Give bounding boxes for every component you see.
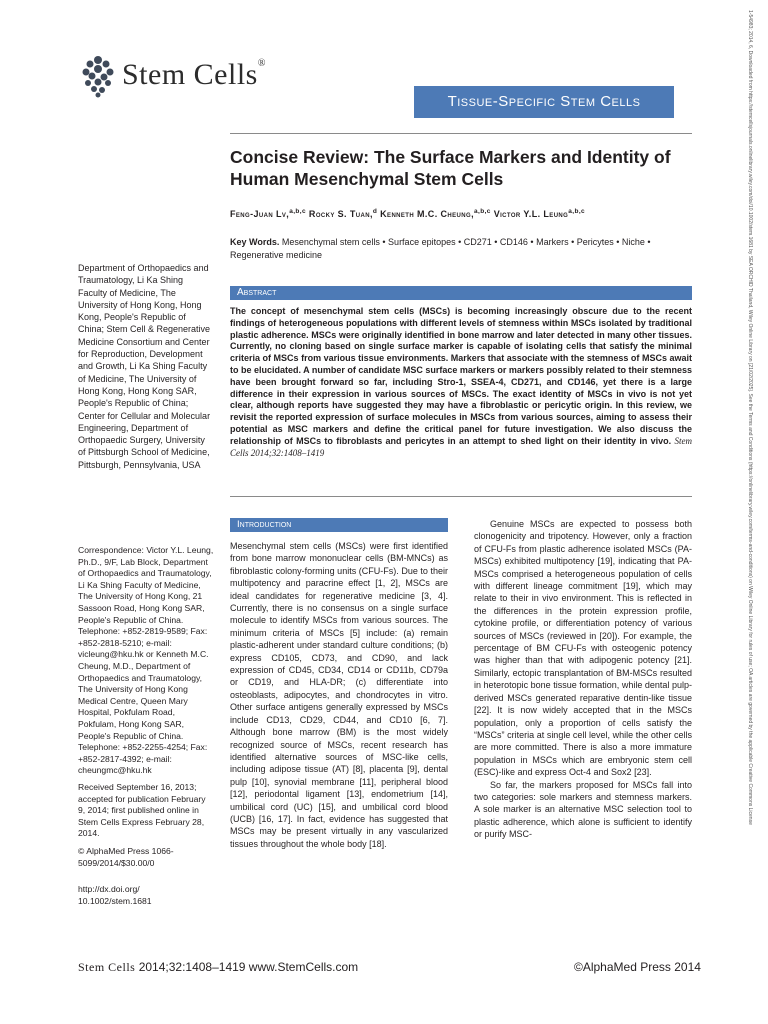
title-divider — [230, 133, 692, 134]
footer-citation-text: 2014;32:1408–1419 www.StemCells.com — [138, 960, 359, 974]
abstract-body — [230, 306, 692, 459]
abstract-citation: Stem Cells 2014;32:1408–1419 — [230, 435, 692, 458]
introduction-heading: Introduction — [230, 518, 448, 532]
journal-logo — [78, 52, 288, 100]
article-title: Concise Review: The Surface Markers and Identity of Human Mesenchymal Stem Cells — [230, 147, 671, 189]
author-affiliation: a,b,c — [473, 208, 491, 215]
author-name: Kenneth M.C. Cheung, — [380, 209, 474, 219]
download-notice-text: 1-54983; 2014, 6, Downloaded from https://stemcellsjournals.onlinelibrary.wiley.com/doi/10.1002/stem.1681 by SEA ORCHID Thailand, Wiley Online Library on [21/02/2025]. See the Terms and Conditions (https://onlinelibrary.wiley.com/terms-and-conditions) on Wiley Online Library for rules of use; OA articles are governed by the applicable Creative Commons License — [747, 10, 753, 825]
keywords-text: Mesenchymal stem cells • Surface epitopes • CD271 • CD146 • Markers • Pericytes • Niche • Regenerative medicine — [230, 237, 651, 260]
body-column-right — [474, 518, 692, 841]
author-name: Rocky S. Tuan, — [308, 209, 373, 219]
paragraph: So far, the markers proposed for MSCs fall into two categories: sole markers and stemness markers. A sole marker is an alternative MSC selection tool to plastic adherence, which alone is sufficient to identify or purify MSC- — [474, 779, 692, 840]
author-affiliation: a,b,c — [568, 208, 586, 215]
author-name: Feng-Juan Lv, — [230, 209, 290, 219]
abstract-text: The concept of mesenchymal stem cells (MSCs) is becoming increasingly obscure due to the recent findings of heterogeneous populations with different levels of stemness within MSCs isolated by traditional plastic adherence. MSCs were originally identified in bone marrow and later detected in many other tissues. Currently, no cloning based on single surface marker is capable of isolating cells that satisfy the minimal criteria of MSCs from various tissue environments. Markers that associate with the stemness of MSCs await to be elucidated. A number of candidate MSC surface markers or markers possibly related to their stemness have been brought forward so far, including Stro-1, SSEA-4, CD271, and CD146, yet there is a large difference in their expression in various sources of MSCs. The exact identity of MSCs in vivo is not yet clear, although reports have suggested they may have a fibroblastic or pericytic origin. In this review, we revisit the reported expression of surface molecules in MSCs from various sources, aiming to assess their potential as MSC markers and define the critical panel for future investigation. We also discuss the relationship of MSCs to fibroblasts and pericytes in an attempt to shed light on their identity in vivo. — [230, 306, 692, 446]
author-affiliation: a,b,c — [289, 208, 307, 215]
abstract-divider — [230, 496, 692, 497]
copyright-notice: © AlphaMed Press 1066-5099/2014/$30.00/0 — [78, 846, 174, 868]
correspondence: Correspondence: Victor Y.L. Leung, Ph.D., 9/F, Lab Block, Department of Orthopaedics and Traumatology, Li Ka Shing Faculty of Medicine, The University of Hong Kong, 21 Sassoon Road, Hong Kong SAR, People's Republic of China. Telephone: +852-2819-9589; Fax: +852-2818-5210; e-mail: vicleung@hku.hk or Kenneth M.C. Cheung, M.D., Department of Orthopaedics and Traumatology, The University of Hong Kong Medical Centre, Queen Mary Hospital, Pokfulam Road, Pokfulam, Hong Kong SAR, People's Republic of China. Telephone: +852-2255-4254; Fax: +852-2817-4392; e-mail: cheungmc@hku.hk — [78, 545, 214, 776]
author-name: Victor Y.L. Leung — [493, 209, 569, 219]
keywords-label: Key Words. — [230, 237, 280, 247]
download-notice-strip — [742, 10, 754, 1010]
footer-journal-name: Stem Cells — [78, 960, 136, 974]
body-column-left — [230, 540, 448, 850]
paragraph: Mesenchymal stem cells (MSCs) were first identified from bone marrow mononuclear cells (BM-MNCs) as fibroblastic colony-forming units (CFU-Fs). Due to their multipotency and paracrine effect [1, 2], MSCs are ideal candidates for regenerative medicine [3, 4]. Currently, there is no consensus on a single surface molecule to identify MSCs from various sources. The minimum criteria of MSCs [5] include: (a) remain plastic-adherent under standard culture conditions; (b) express CD105, CD73, and CD90, and lack expression of CD45, CD34, CD14 or CD11b, CD79a or CD19, and HLA-DR; (c) differentiate into osteoblasts, adipocytes, and chondrocytes in vitro. Other surface antigens generally expressed by MSCs include CD13, CD29, CD44, and CD10 [6, 7]. Although bone marrow (BM) is the most widely recognized source of MSCs, recent research has identified alternative sources of MSC-like cells, including adipose tissue (AT) [8], placenta [9], dental pulp [10], synovial membrane [11], peripheral blood [12], periodontal ligament [13], endometrium [14], umbilical cord (UC) [15], and umbilical cord blood (UCB) [16, 17]. In fact, evidence has suggested that MSCs may be present virtually in any vascularized tissues throughout the whole body [18]. — [230, 541, 448, 849]
footer-publisher: ©AlphaMed Press 2014 — [574, 960, 701, 974]
author-list — [230, 206, 700, 220]
section-banner: Tissue-Specific Stem Cells — [414, 86, 674, 118]
abstract-heading: Abstract — [230, 286, 692, 300]
stem-cells-logo-icon — [78, 52, 118, 98]
doi-link[interactable]: http://dx.doi.org/ 10.1002/stem.1681 — [78, 884, 152, 906]
logo-wordmark: Stem Cells® — [122, 58, 266, 91]
received-dates: Received September 16, 2013; accepted for publication February 9, 2014; first published online in Stem Cells Express February 28, 2014. — [78, 782, 206, 839]
keywords — [230, 236, 692, 262]
author-affiliation: d — [372, 208, 378, 215]
paragraph: Genuine MSCs are expected to possess both clonogenicity and tripotency. However, only a fraction of CFU-Fs from plastic adherence isolated MSCs (PA-MSCs) exhibited multipotency [19], indicating that PA-MSCs comprised a heterogeneous population of cells with different lineage commitment [19], which may relate to their in vivo environment. This is reflected in the differences in the protein expression profile, cytokine profile, or differentiation potency of various sources of MSCs (reviewed in [20]). For example, the percentage of BM CFU-Fs with osteogenic potency was higher than that with adipogenic potency [21]. Similarly, ectopic transplantation of BM-MSCs resulted in heterotopic bone tissue formation, while dental pulp-derived MSCs generated reparative dentin-like tissue [22]. It is now widely accepted that in the MSCs population, only a proportion of cells satisfy the “MSCs” criteria at single cell level, while the other cells are more committed. There is also a more immature population in MSCs which are embryonic stem cell (ESC)-like and express Oct-4 and Sox2 [23]. — [474, 519, 692, 778]
footer-citation — [78, 960, 358, 975]
affiliations: Department of Orthopaedics and Traumatology, Li Ka Shing Faculty of Medicine, The University of Hong Kong, Hong Kong, People's Republic of China; Stem Cell & Regenerative Medicine Consortium and Center for Reproduction, Development and Growth, Li Ka Shing Faculty of Medicine, The University of Hong Kong, Hong Kong SAR, People's Republic of China; Center for Cellular and Molecular Engineering, Department of Orthopaedic Surgery, University of Pittsburgh School of Medicine, Pittsburgh, Pennsylvania, USA — [78, 263, 211, 470]
